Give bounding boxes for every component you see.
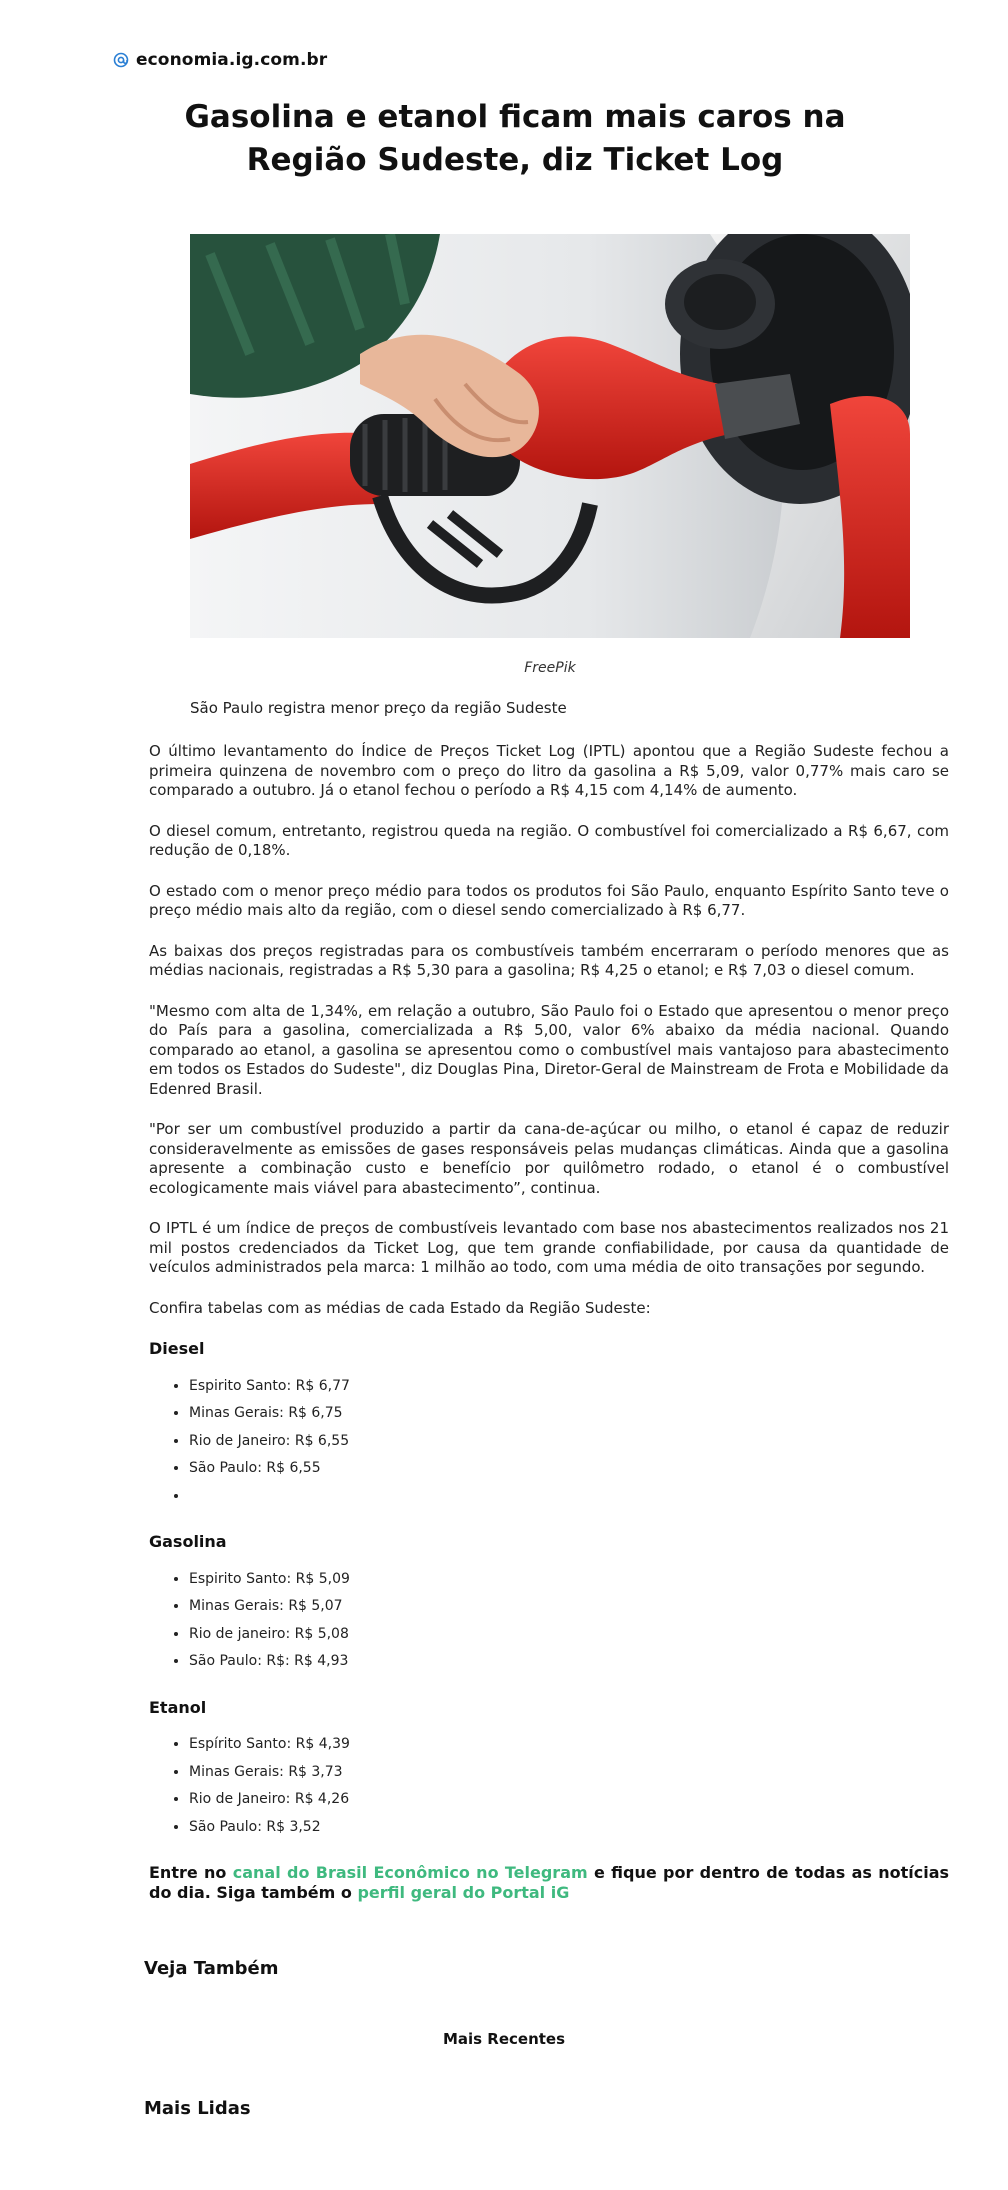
paragraph: O IPTL é um índice de preços de combustíveis levantado com base nos abastecimentos realizados nos 21 mil postos credenciados da Ticket Log, que tem grande confiabilidade, por causa da quantidade de veículos administrados pela marca: 1 milhão ao todo, com uma média de oito transações por segundo. [149, 1219, 949, 1276]
at-icon [112, 51, 130, 69]
etanol-list [149, 1731, 949, 1841]
mais-recentes-heading: Mais Recentes [442, 2030, 566, 2048]
list-item: • Rio de janeiro: R$ 5,08 [189, 1621, 949, 1649]
paragraph: O último levantamento do Índice de Preços Ticket Log (IPTL) apontou que a Região Sudeste fechou a primeira quinzena de novembro com o preço do litro da gasolina a R$ 5,09, valor 0,77% mais caro se comparado a outubro. Já o etanol fechou o período a R$ 4,15 com 4,14% de aumento. [149, 742, 949, 799]
portal-ig-profile-link[interactable]: perfil geral do Portal iG [357, 1883, 570, 1902]
image-credit: FreePik [524, 660, 576, 676]
list-item: • Espirito Santo: R$ 6,77 [189, 1373, 949, 1401]
mais-lidas-heading: Mais Lidas [144, 2098, 251, 2119]
gasolina-heading: Gasolina [149, 1532, 227, 1551]
diesel-heading: Diesel [149, 1339, 205, 1358]
list-item: • Minas Gerais: R$ 3,73 [189, 1759, 949, 1787]
list-item: • Espirito Santo: R$ 5,09 [189, 1566, 949, 1594]
veja-tambem-heading: Veja Também [144, 1958, 279, 1979]
empty-list-item [189, 1483, 949, 1511]
site-name-link[interactable]: economia.ig.com.br [136, 50, 328, 70]
paragraph: O estado com o menor preço médio para todos os produtos foi São Paulo, enquanto Espírito Santo teve o preço médio mais alto da região, com o diesel sendo comercializado à R$ 6,77. [149, 881, 949, 919]
gasolina-list [149, 1566, 949, 1676]
paragraph: O diesel comum, entretanto, registrou queda na região. O combustível foi comercializado a R$ 6,67, com redução de 0,18%. [149, 821, 949, 859]
telegram-cta [149, 1863, 949, 1903]
article-title: Gasolina e etanol ficam mais caros na Região Sudeste, diz Ticket Log [184, 99, 846, 178]
list-item: • Rio de Janeiro: R$ 6,55 [189, 1428, 949, 1456]
list-item: • Espírito Santo: R$ 4,39 [189, 1731, 949, 1759]
list-item: • São Paulo: R$ 6,55 [189, 1455, 949, 1483]
paragraph: "Mesmo com alta de 1,34%, em relação a outubro, São Paulo foi o Estado que apresentou o menor preço do País para a gasolina, comercializada a R$ 5,00, valor 6% abaixo da média nacional. Quando comparado ao etanol, a gasolina se apresentou como o combustível mais vantajoso para abastecimento em todos os Estados do Sudeste", diz Douglas Pina, Diretor-Geral de Mainstream de Frota e Mobilidade da Edenred Brasil. [149, 1001, 949, 1098]
list-item: • Minas Gerais: R$ 6,75 [189, 1400, 949, 1428]
telegram-channel-link[interactable]: canal do Brasil Econômico no Telegram [232, 1863, 588, 1882]
paragraph: As baixas dos preços registradas para os combustíveis também encerraram o período menores que as médias nacionais, registradas a R$ 5,30 para a gasolina; R$ 4,25 o etanol; e R$ 7,03 o diesel comum. [149, 941, 949, 979]
list-item: • São Paulo: R$: R$ 4,93 [189, 1648, 949, 1676]
cta-middle: e fique por dentro de todas as notícias do dia. Siga também o [149, 1863, 950, 1902]
site-header[interactable] [112, 50, 327, 70]
list-item: • São Paulo: R$ 3,52 [189, 1814, 949, 1842]
cta-prefix: Entre no [149, 1863, 233, 1882]
list-item: • Minas Gerais: R$ 5,07 [189, 1593, 949, 1621]
fuel-nozzle-photo [190, 234, 910, 638]
article-subtitle: São Paulo registra menor preço da região Sudeste [190, 699, 567, 717]
paragraph: Confira tabelas com as médias de cada Estado da Região Sudeste: [149, 1298, 651, 1317]
list-item: • Rio de Janeiro: R$ 4,26 [189, 1786, 949, 1814]
article-body [149, 742, 949, 1903]
article-hero-image [190, 234, 910, 638]
diesel-list [149, 1373, 949, 1511]
paragraph: "Por ser um combustível produzido a partir da cana-de-açúcar ou milho, o etanol é capaz de reduzir consideravelmente as emissões de gases responsáveis pelas mudanças climáticas. Ainda que a gasolina apresente a combinação custo e benefício por quilômetro rodado, o etanol é o combustível ecologicamente mais viável para abastecimento”, continua. [149, 1120, 949, 1197]
etanol-heading: Etanol [149, 1697, 207, 1717]
